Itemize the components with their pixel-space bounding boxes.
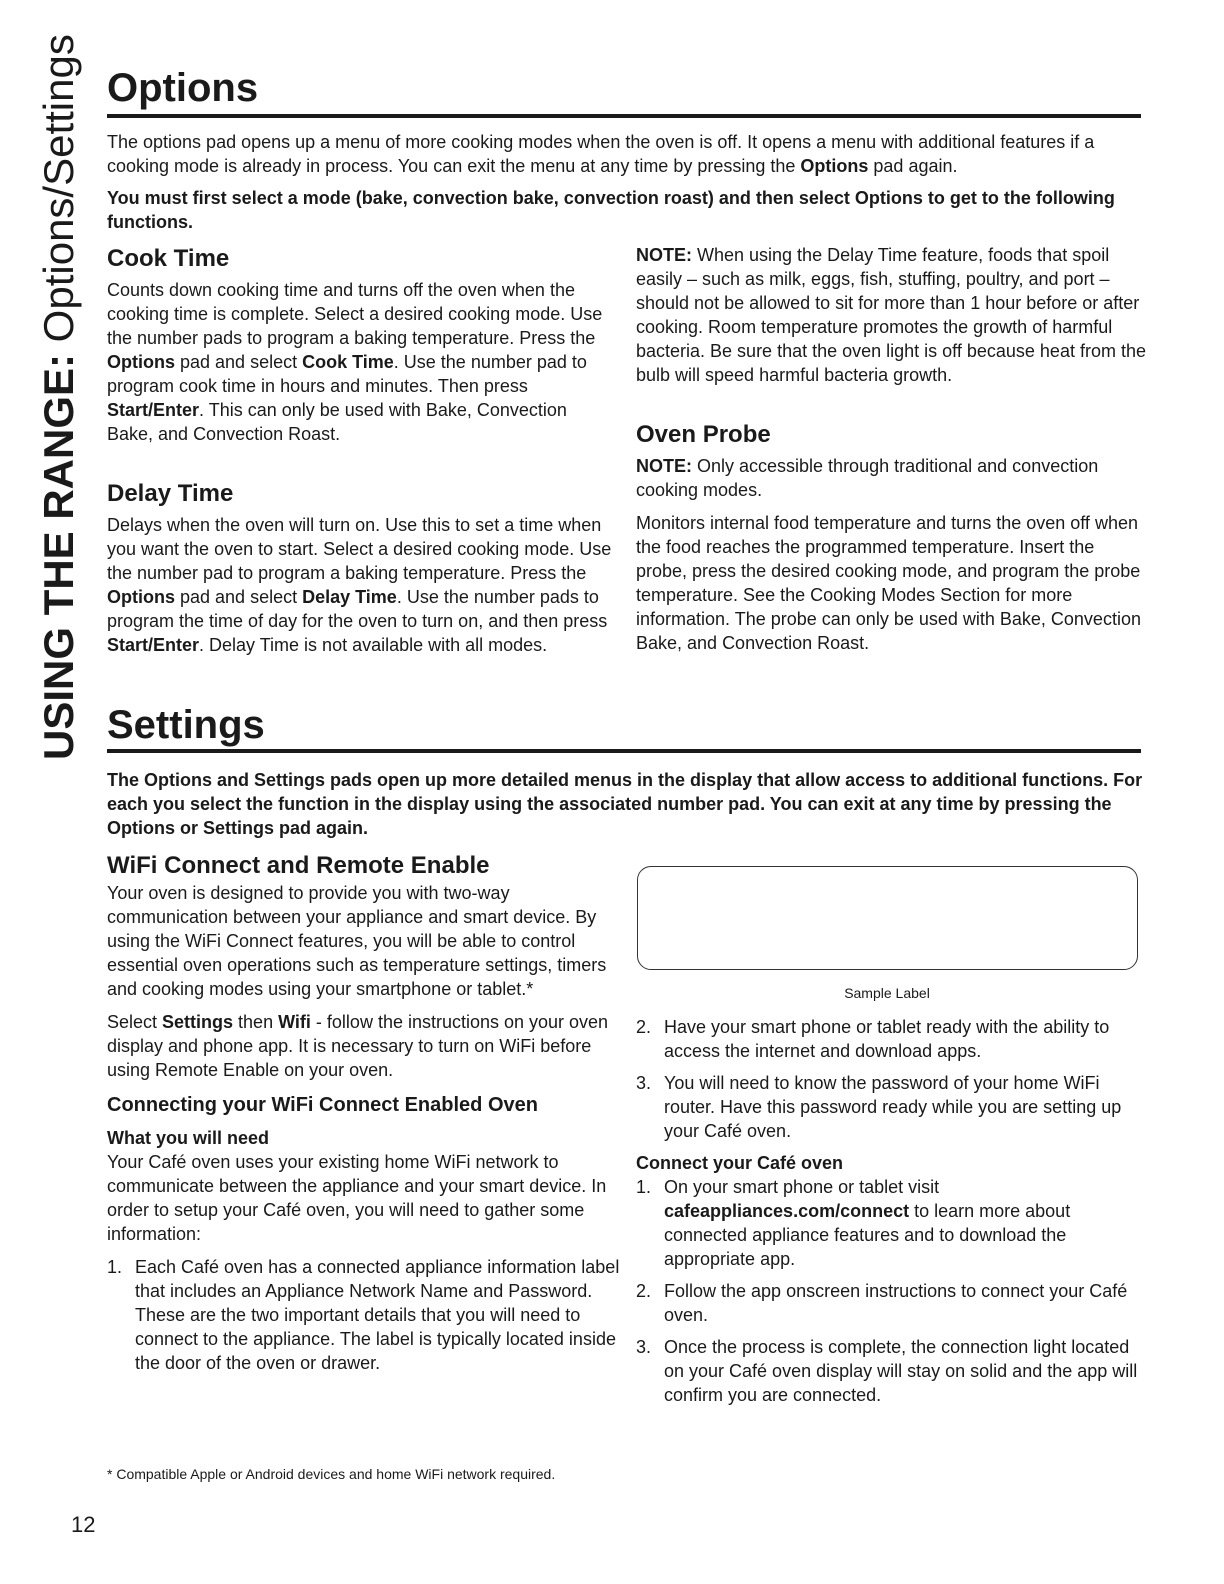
what-you-need-heading: What you will need — [107, 1128, 270, 1148]
wifi-select-instructions: Select Settings then Wifi - follow the instructions on your oven display and phone app. It is necessary to turn on WiFi before using Remote Enable on your oven. — [107, 1012, 609, 1080]
sample-label-caption: Sample Label — [844, 985, 930, 1001]
connect-steps — [636, 1175, 1146, 1407]
list-item: 1. Each Café oven has a connected appliance information label that includes an Appliance Network Name and Password. These are the two important details that you will need to connect to the appliance. The label is typically located inside the door of the oven or drawer. — [107, 1257, 620, 1373]
side-tab-strong: USING THE RANGE: — [35, 353, 82, 760]
list-item: 3. You will need to know the password of your home WiFi router. Have this password ready while you are setting up your Café oven. — [636, 1073, 1122, 1141]
cook-time-body: Counts down cooking time and turns off the oven when the cooking time is complete. Select a desired cooking mode. Use the number pads to program a baking temperature. Press the Options pad and select Cook Time. Use the number pad to program cook time in hours and minutes. Then press Start/Enter. This can only be used with Bake, Convection Bake, and Convection Roast. — [107, 280, 603, 444]
delay-time-heading: Delay Time — [107, 480, 234, 507]
delay-time-body: Delays when the oven will turn on. Use this to set a time when you want the oven to start. Select a desired cooking mode. Use the number pad to program a baking temperature. Press the Options pad and select Delay Time. Use the number pads to program the time of day for the oven to turn on, and then press Start/Enter. Delay Time is not available with all modes. — [107, 515, 612, 655]
connecting-heading: Connecting your WiFi Connect Enabled Oven — [107, 1094, 538, 1116]
options-notice: You must first select a mode (bake, convection bake, convection roast) and then select Options to get to the following functions. — [107, 188, 1115, 232]
cook-time-section — [107, 244, 617, 446]
wifi-intro: Your oven is designed to provide you with two-way communication between your appliance and smart device. By using the WiFi Connect features, you will be able to control essential oven operations such as temperature settings, timers and cooking modes using your smartphone or tablet.* — [107, 883, 607, 999]
settings-rule — [107, 749, 1141, 753]
oven-probe-body: Monitors internal food temperature and turns the oven off when the food reaches the programmed temperature. Insert the probe, press the desired cooking mode, and program the probe temperature. See the Cooking Modes Section for more information. The probe can only be used with Bake, Convection Bake, and Convection Roast. — [636, 513, 1141, 653]
need-steps-right — [636, 1015, 1146, 1143]
oven-probe-heading: Oven Probe — [636, 421, 771, 448]
oven-probe-section — [636, 420, 1146, 655]
sample-label-box — [637, 866, 1138, 970]
need-steps-left — [107, 1255, 622, 1375]
settings-title: Settings — [107, 703, 265, 747]
section-side-tab — [35, 34, 82, 760]
side-tab-light: Options/Settings — [35, 34, 82, 354]
options-intro: The options pad opens up a menu of more cooking modes when the oven is off. It opens a menu with additional features if a cooking mode is already in process. You can exit the menu at any time by pressing the Options pad again. — [107, 132, 1095, 176]
delay-time-section — [107, 479, 617, 657]
oven-probe-note: NOTE: Only accessible through traditional and convection cooking modes. — [636, 456, 1099, 500]
wifi-section — [107, 851, 622, 1383]
settings-intro: The Options and Settings pads open up more detailed menus in the display that allow access to additional functions. For each you select the function in the display using the associated number pad. You can exit at any time by pressing the Options or Settings pad again. — [107, 770, 1143, 838]
cook-time-heading: Cook Time — [107, 245, 230, 272]
connect-url-link[interactable]: cafeappliances.com/connect — [664, 1201, 910, 1221]
what-you-need-body: Your Café oven uses your existing home WiFi network to communicate between the appliance and your smart device. In order to setup your Café oven, you will need to gather some information: — [107, 1152, 607, 1244]
connect-cafe-heading: Connect your Café oven — [636, 1153, 844, 1173]
list-item: 3. Once the process is complete, the connection light located on your Café oven display will stay on solid and the app will confirm you are connected. — [636, 1337, 1138, 1405]
page-number: 12 — [71, 1512, 96, 1537]
footnote: * Compatible Apple or Android devices and home WiFi network required. — [107, 1466, 556, 1482]
options-rule — [107, 114, 1141, 118]
delay-note: NOTE: When using the Delay Time feature, foods that spoil easily – such as milk, eggs, fish, stuffing, poultry, and port – should not be allowed to sit for more than 1 hour before or after cooking. Room temperature promotes the growth of harmful bacteria. Be sure that the oven light is off because heat from the bulb will speed harmful bacteria growth. — [636, 245, 1146, 385]
list-item: 1. On your smart phone or tablet visit cafeappliances.com/connect to learn more about connected appliance features and to download the appropriate app. — [636, 1177, 1071, 1269]
wifi-heading: WiFi Connect and Remote Enable — [107, 852, 490, 879]
list-item: 2. Follow the app onscreen instructions to connect your Café oven. — [636, 1281, 1128, 1325]
list-item: 2. Have your smart phone or tablet ready with the ability to access the internet and download apps. — [636, 1017, 1110, 1061]
wifi-right-column — [636, 1015, 1146, 1415]
options-title: Options — [107, 66, 259, 110]
